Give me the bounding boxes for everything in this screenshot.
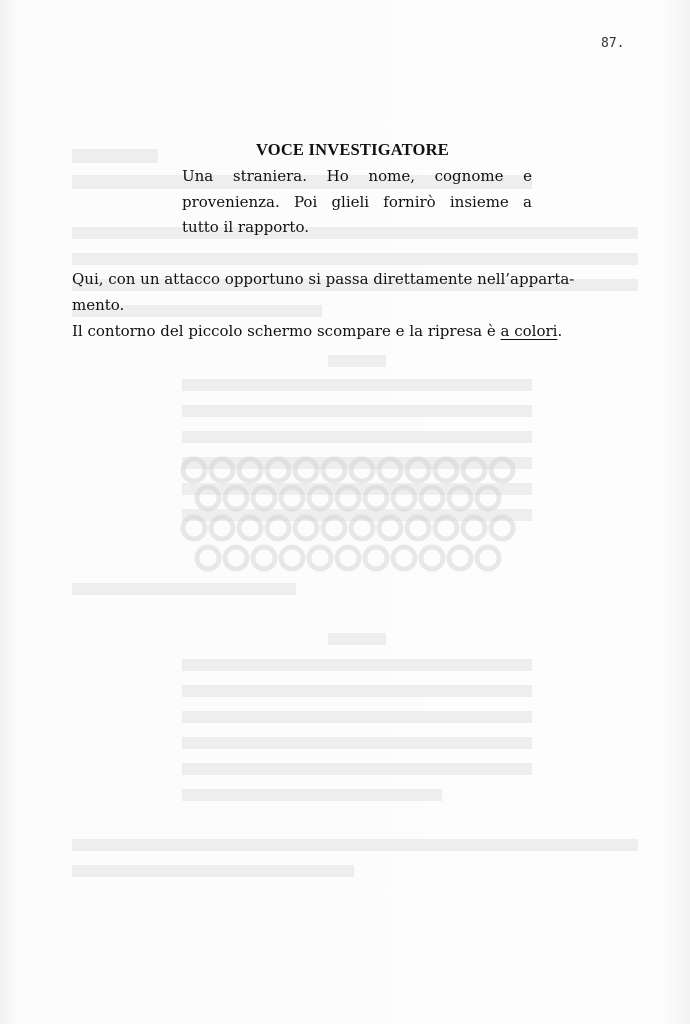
dialogue-line: tutto il rapporto. [182, 218, 309, 236]
dialogue-word: provenienza. [182, 192, 280, 211]
dialogue-line [182, 190, 532, 216]
dialogue-word: nome, [368, 167, 415, 185]
dialogue-word: Una [182, 167, 214, 185]
dialogue-line [182, 164, 532, 190]
dialogue-word: cognome [434, 167, 504, 185]
stage-direction [72, 266, 642, 318]
dialogue-word: glieli [331, 192, 370, 211]
dialogue-word: Poi [293, 192, 318, 211]
stage-direction-line [72, 318, 642, 344]
stage-direction-line: mento. [72, 296, 125, 314]
dialogue-block [182, 164, 532, 241]
dialogue-word: a [522, 192, 532, 211]
dialogue-word: straniera. [232, 167, 307, 185]
stage-direction [72, 318, 642, 344]
dialogue-word: Ho [326, 167, 349, 185]
direction-text: . [557, 322, 563, 340]
speaker-heading: VOCE INVESTIGATORE [256, 140, 449, 159]
page-number: 87. [601, 36, 625, 51]
watermark [178, 454, 518, 578]
direction-text: Il contorno del piccolo schermo scompare e la ripresa è [72, 322, 501, 340]
dialogue-word: fornirò [383, 192, 436, 211]
underlined-text: a colori [500, 322, 558, 340]
dialogue-word: insieme [449, 192, 509, 211]
dialogue-word: e [523, 167, 532, 185]
stage-direction-line: Qui, con un attacco opportuno si passa direttamente nell’apparta- [72, 270, 575, 288]
